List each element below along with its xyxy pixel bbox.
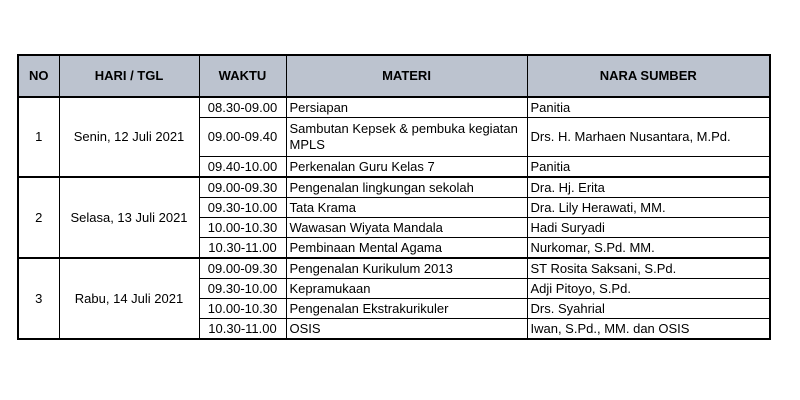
- day-date: Selasa, 13 Juli 2021: [59, 177, 199, 258]
- session-materi: Persiapan: [286, 97, 527, 118]
- header-row: [18, 55, 770, 97]
- session-speaker: Dra. Hj. Erita: [527, 177, 770, 198]
- session-time: 09.00-09.30: [199, 177, 286, 198]
- session-time: 10.00-10.30: [199, 218, 286, 238]
- day-date: Senin, 12 Juli 2021: [59, 97, 199, 177]
- col-header-hari-tgl: HARI / TGL: [59, 55, 199, 97]
- col-header-nara-sumber: NARA SUMBER: [527, 55, 770, 97]
- session-materi: Pengenalan Ekstrakurikuler: [286, 299, 527, 319]
- session-materi: Sambutan Kepsek & pembuka kegiatan MPLS: [286, 118, 527, 157]
- session-materi: Pengenalan lingkungan sekolah: [286, 177, 527, 198]
- session-time: 10.30-11.00: [199, 238, 286, 259]
- session-speaker: Drs. Syahrial: [527, 299, 770, 319]
- col-header-waktu: WAKTU: [199, 55, 286, 97]
- session-time: 09.40-10.00: [199, 157, 286, 178]
- session-speaker: Nurkomar, S.Pd. MM.: [527, 238, 770, 259]
- session-speaker: ST Rosita Saksani, S.Pd.: [527, 258, 770, 279]
- table-row: [18, 177, 770, 198]
- day-number: 1: [18, 97, 59, 177]
- session-time: 08.30-09.00: [199, 97, 286, 118]
- table-row: [18, 258, 770, 279]
- session-speaker: Iwan, S.Pd., MM. dan OSIS: [527, 319, 770, 340]
- session-speaker: Panitia: [527, 157, 770, 178]
- session-time: 09.00-09.40: [199, 118, 286, 157]
- session-materi: Wawasan Wiyata Mandala: [286, 218, 527, 238]
- session-time: 09.00-09.30: [199, 258, 286, 279]
- session-materi: Pembinaan Mental Agama: [286, 238, 527, 259]
- session-speaker: Dra. Lily Herawati, MM.: [527, 198, 770, 218]
- session-speaker: Panitia: [527, 97, 770, 118]
- session-speaker: Adji Pitoyo, S.Pd.: [527, 279, 770, 299]
- session-materi: Pengenalan Kurikulum 2013: [286, 258, 527, 279]
- session-speaker: Drs. H. Marhaen Nusantara, M.Pd.: [527, 118, 770, 157]
- session-materi: Perkenalan Guru Kelas 7: [286, 157, 527, 178]
- col-header-no: NO: [18, 55, 59, 97]
- col-header-materi: MATERI: [286, 55, 527, 97]
- session-time: 09.30-10.00: [199, 198, 286, 218]
- day-date: Rabu, 14 Juli 2021: [59, 258, 199, 339]
- session-materi: OSIS: [286, 319, 527, 340]
- session-time: 10.00-10.30: [199, 299, 286, 319]
- session-time: 09.30-10.00: [199, 279, 286, 299]
- session-speaker: Hadi Suryadi: [527, 218, 770, 238]
- session-materi: Tata Krama: [286, 198, 527, 218]
- day-number: 2: [18, 177, 59, 258]
- session-time: 10.30-11.00: [199, 319, 286, 340]
- schedule-table: [17, 54, 771, 340]
- day-number: 3: [18, 258, 59, 339]
- table-row: [18, 97, 770, 118]
- session-materi: Kepramukaan: [286, 279, 527, 299]
